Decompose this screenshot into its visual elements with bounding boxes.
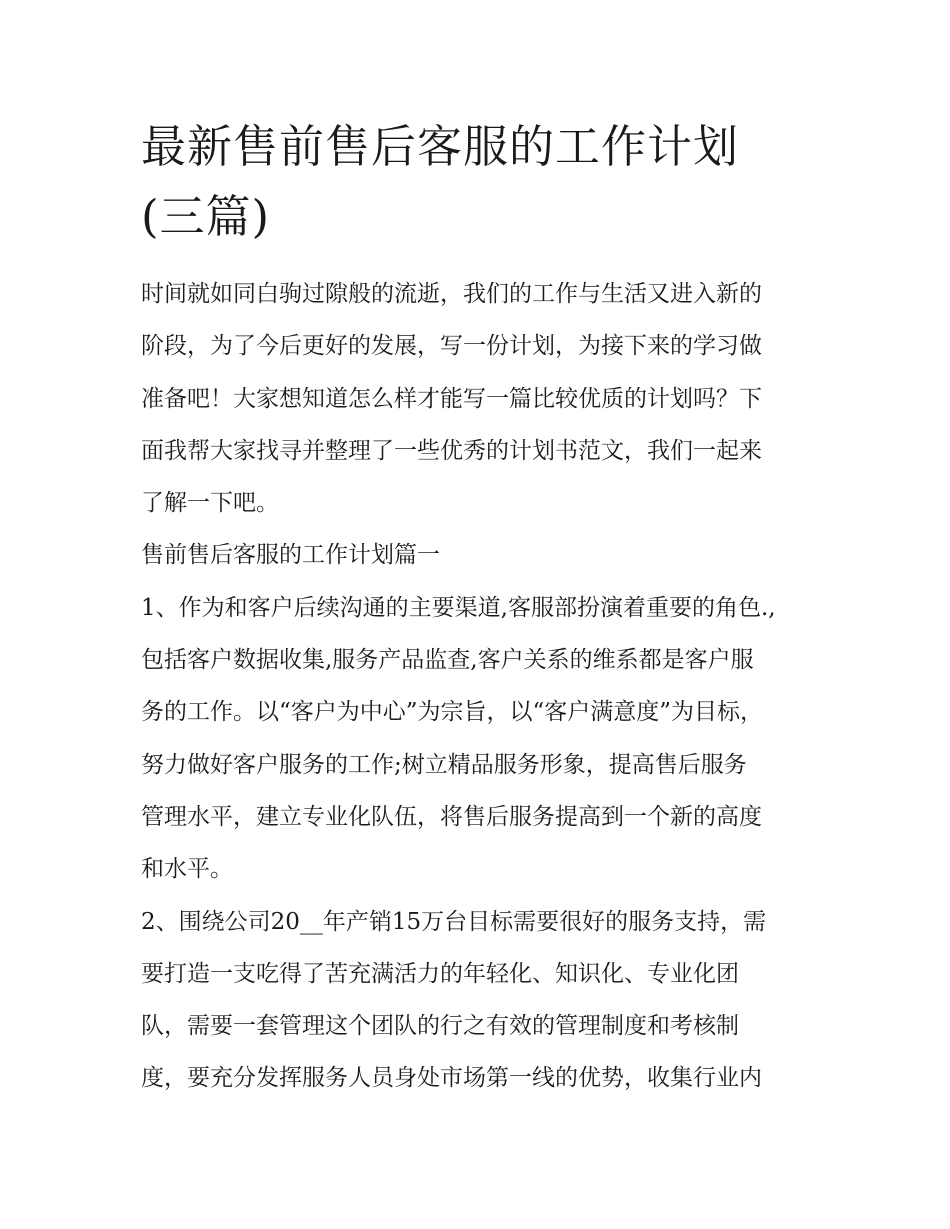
text-line: 2、围绕公司20__年产销15万台目标需要很好的服务支持，需 (141, 908, 767, 935)
text-line: 管理水平，建立专业化队伍，将售后服务提高到一个新的高度 (141, 803, 762, 830)
title-line: 最新售前售后客服的工作计划 (141, 120, 740, 173)
text-line: 努力做好客户服务的工作;树立精品服务形象，提高售后服务 (141, 751, 747, 778)
text-line: 要打造一支吃得了苦充满活力的年轻化、知识化、专业化团 (141, 960, 739, 987)
text-line: 时间就如同白驹过隙般的流逝，我们的工作与生活又进入新的 (141, 281, 762, 307)
text-line: 和水平。 (141, 856, 233, 883)
document-page (141, 112, 813, 1105)
title-line: (三篇) (141, 190, 271, 243)
text-line: 准备吧！大家想知道怎么样才能写一篇比较优质的计划吗？下 (141, 385, 762, 412)
document-title (141, 112, 813, 252)
text-line: 面我帮大家找寻并整理了一些优秀的计划书范文，我们一起来 (141, 437, 762, 464)
intro-paragraph (141, 268, 813, 529)
text-line: 度，要充分发挥服务人员身处市场第一线的优势，收集行业内 (141, 1065, 762, 1092)
text-line: 队，需要一套管理这个团队的行之有效的管理制度和考核制 (141, 1013, 739, 1040)
item-1-paragraph (141, 582, 813, 896)
text-line: 1、作为和客户后续沟通的主要渠道,客服部扮演着重要的角色., (141, 594, 776, 621)
text-line: 了解一下吧。 (141, 490, 279, 517)
item-2-paragraph (141, 896, 813, 1105)
text-line: 包括客户数据收集,服务产品监查,客户关系的维系都是客户服 (141, 647, 754, 674)
section-heading-text: 售前售后客服的工作计划篇一 (141, 542, 440, 569)
text-line: 阶段，为了今后更好的发展，写一份计划，为接下来的学习做 (141, 333, 762, 360)
text-line: 务的工作。以“客户为中心”为宗旨，以“客户满意度”为目标， (141, 699, 764, 726)
section-heading (141, 529, 813, 581)
